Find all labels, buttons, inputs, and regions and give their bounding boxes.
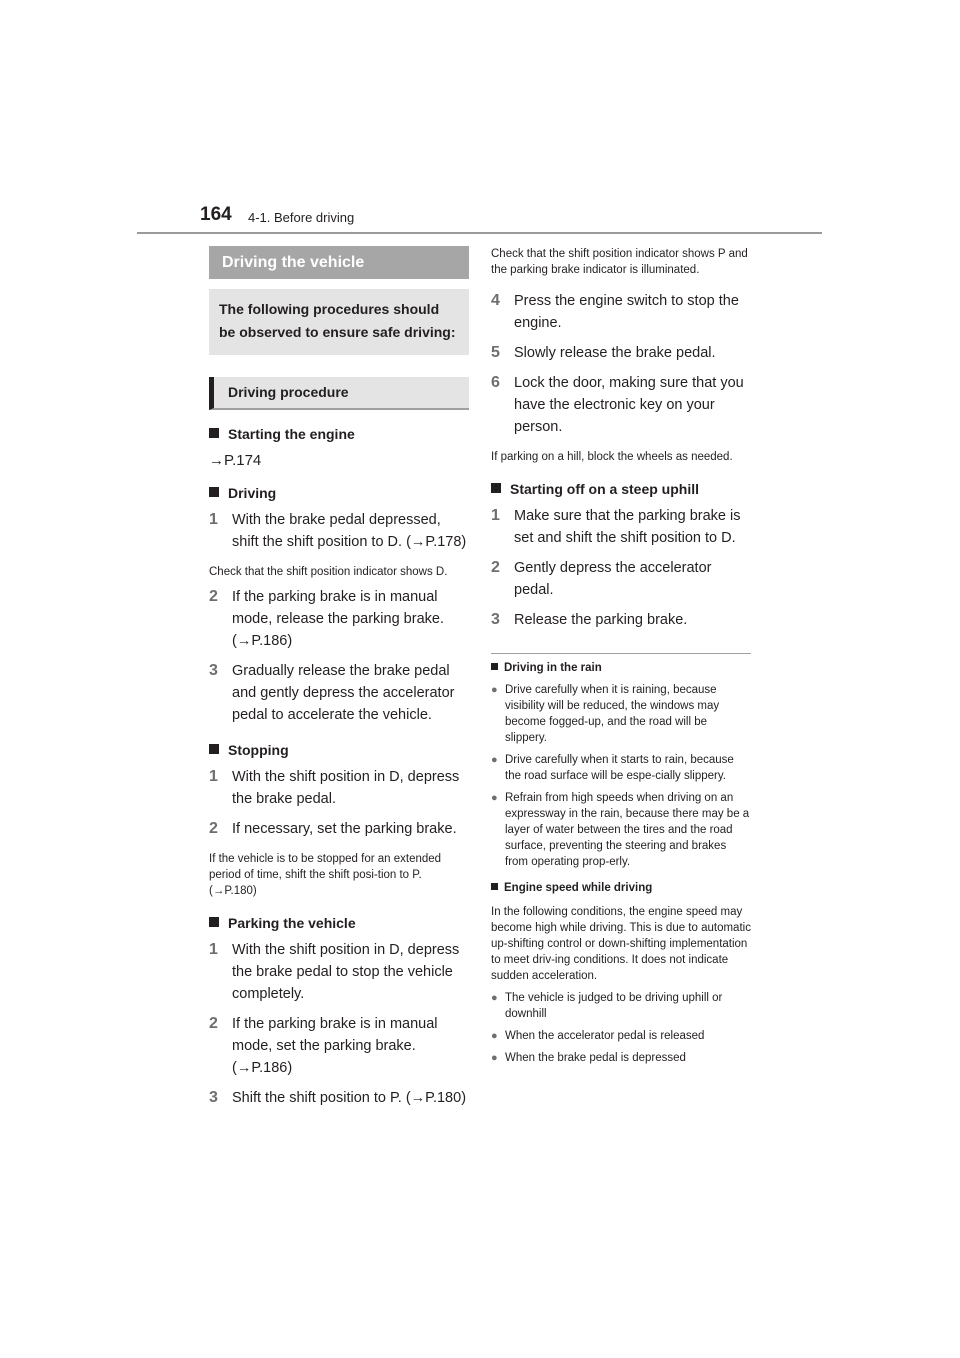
step-item: 6 Lock the door, making sure that you have the electronic key on your person. xyxy=(491,374,744,435)
step-item: 2 If the parking brake is in manual mode, release the parking brake. (→P.186) xyxy=(209,588,444,649)
list-item: ● Drive carefully when it starts to rain, because the road surface will be espe-cially slippery. xyxy=(491,754,734,782)
left-column xyxy=(209,246,469,1109)
step-item: 2 Gently depress the accelerator pedal. xyxy=(491,559,712,598)
circle-bullet-icon: ● xyxy=(491,1052,498,1064)
section-title: 4-1. Before driving xyxy=(248,210,355,225)
step-item: 4 Press the engine switch to stop the engine. xyxy=(491,292,739,331)
page-title: Driving the vehicle xyxy=(209,246,469,279)
list-item: ● When the accelerator pedal is released xyxy=(491,1030,705,1042)
step-item: 1 With the shift position in D, depress the brake pedal. xyxy=(209,768,460,807)
step-item: 2 If the parking brake is in manual mode, set the parking brake. (→P.186) xyxy=(209,1015,438,1076)
note-text: Check that the shift position indicator shows P and the parking brake indicator is illuminated. xyxy=(491,248,748,276)
square-bullet-icon xyxy=(491,483,501,493)
step-item: 1 With the shift position in D, depress the brake pedal to stop the vehicle completely. xyxy=(209,941,460,1002)
list-item: ● Drive carefully when it is raining, because visibility will be reduced, the windows may become fogged-up, and the road will be slippery. xyxy=(491,684,720,744)
heading-parking: Parking the vehicle xyxy=(209,913,469,933)
note-text: If parking on a hill, block the wheels as needed. xyxy=(491,451,733,463)
square-bullet-icon xyxy=(491,883,498,890)
square-bullet-icon xyxy=(209,744,219,754)
circle-bullet-icon: ● xyxy=(491,684,498,696)
square-bullet-icon xyxy=(209,428,219,438)
circle-bullet-icon: ● xyxy=(491,992,498,1004)
circle-bullet-icon: ● xyxy=(491,754,498,766)
divider xyxy=(491,653,751,654)
square-bullet-icon xyxy=(209,917,219,927)
subsection-title: Driving procedure xyxy=(209,377,469,410)
step-item: 5 Slowly release the brake pedal. xyxy=(491,344,716,361)
heading-driving-in-rain: Driving in the rain xyxy=(491,660,751,676)
step-item: 3 Gradually release the brake pedal and gently depress the accelerator pedal to accelerate the vehicle. xyxy=(209,662,455,723)
square-bullet-icon xyxy=(209,487,219,497)
list-item: ● Refrain from high speeds when driving on an expressway in the rain, because there may be a layer of water between the tires and the road surface, preventing the steering and brakes from operating prop-erly. xyxy=(491,792,750,868)
paragraph-text: In the following conditions, the engine speed may become high while driving. This is due to automatic up-shifting control or down-shifting implementation to meet driv-ing conditions. It does not indicate sudden acceleration. xyxy=(491,906,751,982)
step-item: 2 If necessary, set the parking brake. xyxy=(209,820,457,837)
square-bullet-icon xyxy=(491,663,498,670)
circle-bullet-icon: ● xyxy=(491,792,498,804)
circle-bullet-icon: ● xyxy=(491,1030,498,1042)
step-item: 1 With the brake pedal depressed, shift the shift position to D. (→P.178) xyxy=(209,511,467,550)
heading-engine-speed: Engine speed while driving xyxy=(491,880,751,896)
header-rule xyxy=(137,232,822,234)
note-text: If the vehicle is to be stopped for an extended period of time, shift the shift posi-tion to P. (→P.180) xyxy=(209,853,442,897)
intro-box: The following procedures should be observed to ensure safe driving: xyxy=(209,289,469,355)
step-item: 3 Shift the shift position to P. (→P.180) xyxy=(209,1089,467,1106)
page-number: 164 xyxy=(200,204,232,225)
page-reference: →P.174 xyxy=(209,452,262,469)
heading-steep-uphill: Starting off on a steep uphill xyxy=(491,479,751,499)
heading-stopping: Stopping xyxy=(209,740,469,760)
heading-starting-engine: Starting the engine xyxy=(209,424,469,444)
step-item: 1 Make sure that the parking brake is set and shift the shift position to D. xyxy=(491,507,741,546)
note-text: Check that the shift position indicator shows D. xyxy=(209,566,448,578)
list-item: ● When the brake pedal is depressed xyxy=(491,1052,686,1064)
step-item: 3 Release the parking brake. xyxy=(491,611,688,628)
list-item: ● The vehicle is judged to be driving uphill or downhill xyxy=(491,992,723,1020)
heading-driving: Driving xyxy=(209,483,469,503)
right-column xyxy=(491,246,751,1066)
